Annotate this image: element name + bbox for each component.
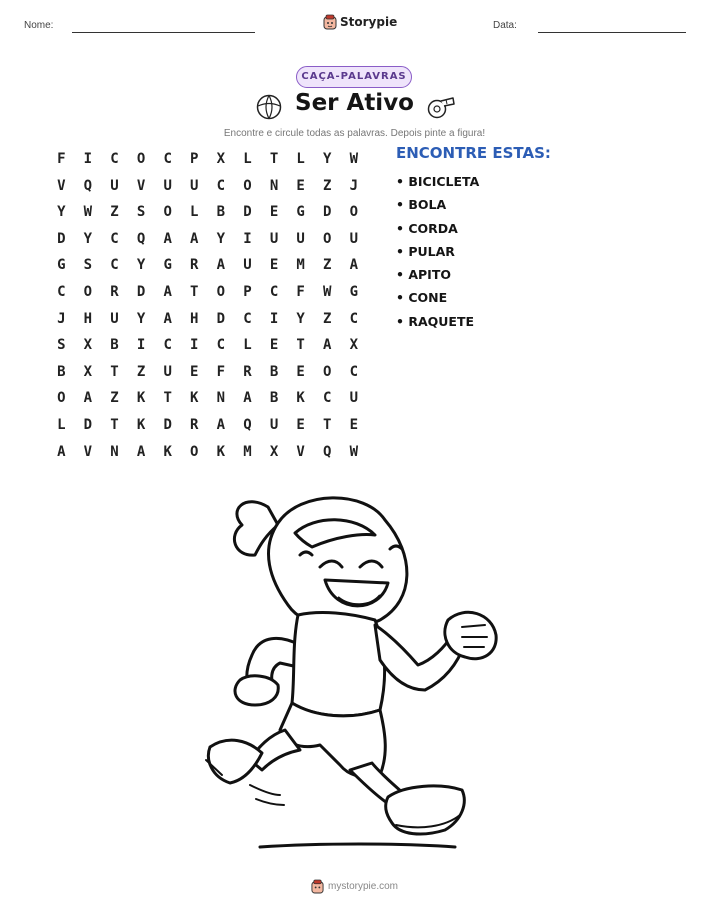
grid-cell[interactable]: X bbox=[269, 443, 279, 460]
grid-cell[interactable]: C bbox=[349, 310, 359, 327]
grid-cell[interactable]: A bbox=[216, 416, 226, 433]
name-line[interactable] bbox=[72, 32, 255, 33]
grid-cell[interactable]: D bbox=[83, 416, 93, 433]
grid-cell[interactable]: A bbox=[163, 310, 172, 327]
grid-row bbox=[48, 226, 367, 253]
grid-cell[interactable]: N bbox=[269, 177, 279, 194]
grid-cell[interactable]: Y bbox=[136, 310, 146, 327]
instructions: Encontre e circule todas as palavras. Depois pinte a figura! bbox=[223, 128, 486, 139]
date-line[interactable] bbox=[538, 32, 686, 33]
grid-cell[interactable]: Q bbox=[136, 230, 146, 247]
grid-cell[interactable]: T bbox=[323, 416, 332, 433]
grid-cell[interactable]: U bbox=[349, 390, 359, 407]
grid-cell[interactable]: E bbox=[296, 416, 305, 433]
grid-cell[interactable]: C bbox=[243, 310, 252, 327]
footer bbox=[0, 879, 709, 894]
grid-cell[interactable]: V bbox=[136, 177, 146, 194]
grid-cell[interactable]: K bbox=[190, 390, 199, 407]
grid-cell[interactable]: W bbox=[323, 283, 332, 300]
grid-cell[interactable]: H bbox=[83, 310, 93, 327]
grid-cell[interactable]: A bbox=[216, 257, 226, 274]
grid-cell[interactable]: A bbox=[323, 337, 332, 354]
grid-row bbox=[48, 199, 367, 226]
grid-cell[interactable]: U bbox=[269, 230, 279, 247]
grid-cell[interactable]: E bbox=[269, 257, 279, 274]
grid-cell[interactable]: C bbox=[163, 151, 172, 167]
page-title: Ser Ativo bbox=[295, 90, 414, 116]
word-item: • CONE bbox=[396, 290, 448, 306]
grid-cell[interactable]: U bbox=[349, 230, 359, 247]
storypie-mascot-icon bbox=[311, 879, 324, 894]
word-item: • APITO bbox=[396, 267, 451, 283]
grid-cell[interactable]: M bbox=[296, 257, 305, 274]
grid-cell[interactable]: I bbox=[136, 337, 146, 354]
grid-cell[interactable]: S bbox=[57, 337, 66, 354]
grid-cell[interactable]: Y bbox=[83, 230, 93, 247]
grid-cell[interactable]: T bbox=[163, 390, 172, 407]
grid-cell[interactable]: A bbox=[163, 283, 172, 300]
grid-cell[interactable]: U bbox=[110, 310, 119, 327]
grid-cell[interactable]: C bbox=[216, 177, 226, 194]
grid-cell[interactable]: U bbox=[110, 177, 119, 194]
grid-cell[interactable]: B bbox=[110, 337, 119, 354]
grid-cell[interactable]: Z bbox=[110, 204, 119, 221]
grid-cell[interactable]: B bbox=[57, 363, 66, 380]
storypie-mascot-icon bbox=[323, 14, 337, 30]
grid-cell[interactable]: A bbox=[243, 390, 252, 407]
grid-cell[interactable]: C bbox=[216, 337, 226, 354]
grid-cell[interactable]: O bbox=[83, 283, 93, 300]
grid-row bbox=[48, 306, 367, 333]
grid-cell[interactable]: C bbox=[110, 230, 119, 247]
grid-cell[interactable]: Z bbox=[323, 177, 332, 194]
grid-cell[interactable]: Q bbox=[323, 443, 332, 460]
grid-row bbox=[48, 279, 367, 306]
grid-cell[interactable]: O bbox=[163, 204, 172, 221]
grid-cell[interactable]: G bbox=[57, 257, 66, 274]
grid-cell[interactable]: U bbox=[243, 257, 252, 274]
grid-cell[interactable]: N bbox=[216, 390, 226, 407]
grid-cell[interactable]: I bbox=[190, 337, 199, 354]
storypie-logo bbox=[323, 14, 397, 30]
grid-row bbox=[48, 332, 367, 359]
grid-cell[interactable]: T bbox=[269, 151, 279, 167]
grid-cell[interactable]: Y bbox=[323, 151, 332, 167]
grid-cell[interactable]: B bbox=[216, 204, 226, 221]
grid-cell[interactable]: A bbox=[57, 443, 66, 460]
grid-row bbox=[48, 385, 367, 412]
grid-cell[interactable]: B bbox=[269, 390, 279, 407]
grid-cell[interactable]: N bbox=[110, 443, 119, 460]
grid-cell[interactable]: X bbox=[83, 363, 93, 380]
grid-cell[interactable]: U bbox=[163, 363, 172, 380]
grid-cell[interactable]: U bbox=[190, 177, 199, 194]
grid-cell[interactable]: K bbox=[136, 390, 146, 407]
grid-cell[interactable]: E bbox=[296, 177, 305, 194]
grid-row bbox=[48, 173, 367, 200]
grid-cell[interactable]: W bbox=[83, 204, 93, 221]
grid-cell[interactable]: A bbox=[349, 257, 359, 274]
grid-cell[interactable]: O bbox=[349, 204, 359, 221]
grid-cell[interactable]: X bbox=[349, 337, 359, 354]
grid-cell[interactable]: Z bbox=[110, 390, 119, 407]
grid-cell[interactable]: K bbox=[216, 443, 226, 460]
grid-cell[interactable]: R bbox=[190, 257, 199, 274]
grid-cell[interactable]: P bbox=[190, 151, 199, 167]
grid-cell[interactable]: D bbox=[216, 310, 226, 327]
grid-cell[interactable]: W bbox=[349, 151, 359, 167]
grid-cell[interactable]: I bbox=[269, 310, 279, 327]
grid-cell[interactable]: E bbox=[269, 337, 279, 354]
grid-cell[interactable]: O bbox=[190, 443, 199, 460]
grid-cell[interactable]: I bbox=[83, 151, 93, 167]
grid-cell[interactable]: A bbox=[163, 230, 172, 247]
grid-cell[interactable]: T bbox=[110, 363, 119, 380]
grid-cell[interactable]: C bbox=[269, 283, 279, 300]
word-item: • CORDA bbox=[396, 220, 458, 236]
word-item: • PULAR bbox=[396, 243, 455, 259]
running-girl-illustration[interactable] bbox=[200, 485, 510, 857]
grid-cell[interactable]: E bbox=[190, 363, 199, 380]
grid-cell[interactable]: F bbox=[296, 283, 305, 300]
grid-cell[interactable]: V bbox=[83, 443, 93, 460]
grid-cell[interactable]: D bbox=[243, 204, 252, 221]
grid-cell[interactable]: Q bbox=[243, 416, 252, 433]
grid-cell[interactable]: X bbox=[83, 337, 93, 354]
grid-row bbox=[48, 439, 367, 466]
word-list bbox=[396, 170, 479, 333]
grid-cell[interactable]: Q bbox=[83, 177, 93, 194]
grid-cell[interactable]: C bbox=[349, 363, 359, 380]
grid-cell[interactable]: R bbox=[243, 363, 252, 380]
grid-cell[interactable]: O bbox=[323, 230, 332, 247]
grid-cell[interactable]: Y bbox=[57, 204, 66, 221]
category-badge: CAÇA-PALAVRAS bbox=[296, 66, 412, 88]
grid-cell[interactable]: S bbox=[136, 204, 146, 221]
word-item: • BOLA bbox=[396, 197, 447, 213]
grid-cell[interactable]: P bbox=[243, 283, 252, 300]
grid-cell[interactable]: T bbox=[190, 283, 199, 300]
grid-cell[interactable]: U bbox=[296, 230, 305, 247]
grid-cell[interactable]: L bbox=[243, 337, 252, 354]
grid-cell[interactable]: V bbox=[296, 443, 305, 460]
grid-cell[interactable]: O bbox=[323, 363, 332, 380]
grid-row bbox=[48, 412, 367, 439]
grid-cell[interactable]: L bbox=[243, 151, 252, 167]
grid-cell[interactable]: H bbox=[190, 310, 199, 327]
grid-row bbox=[48, 359, 367, 386]
grid-cell[interactable]: Z bbox=[323, 257, 332, 274]
grid-cell[interactable]: O bbox=[216, 283, 226, 300]
grid-cell[interactable]: G bbox=[163, 257, 172, 274]
grid-cell[interactable]: Y bbox=[136, 257, 146, 274]
grid-cell[interactable]: O bbox=[57, 390, 66, 407]
grid-cell[interactable]: X bbox=[216, 151, 226, 167]
grid-cell[interactable]: A bbox=[83, 390, 93, 407]
grid-cell[interactable]: D bbox=[57, 230, 66, 247]
grid-cell[interactable]: S bbox=[83, 257, 93, 274]
grid-cell[interactable]: G bbox=[349, 283, 359, 300]
grid-cell[interactable]: E bbox=[296, 363, 305, 380]
grid-cell[interactable]: C bbox=[323, 390, 332, 407]
grid-cell[interactable]: Z bbox=[323, 310, 332, 327]
grid-cell[interactable]: F bbox=[216, 363, 226, 380]
grid-cell[interactable]: L bbox=[57, 416, 66, 433]
grid-cell[interactable]: C bbox=[57, 283, 66, 300]
grid-cell[interactable]: C bbox=[163, 337, 172, 354]
grid-cell[interactable]: L bbox=[296, 151, 305, 167]
grid-cell[interactable]: U bbox=[163, 177, 172, 194]
grid-cell[interactable]: F bbox=[57, 151, 66, 167]
grid-cell[interactable]: G bbox=[296, 204, 305, 221]
grid-cell[interactable]: W bbox=[349, 443, 359, 460]
grid-cell[interactable]: J bbox=[349, 177, 359, 194]
grid-cell[interactable]: Y bbox=[216, 230, 226, 247]
grid-cell[interactable]: O bbox=[243, 177, 252, 194]
grid-cell[interactable]: D bbox=[136, 283, 146, 300]
grid-cell[interactable]: Y bbox=[296, 310, 305, 327]
whistle-icon bbox=[426, 94, 456, 120]
grid-cell[interactable]: R bbox=[110, 283, 119, 300]
grid-cell[interactable]: V bbox=[57, 177, 66, 194]
grid-cell[interactable]: I bbox=[243, 230, 252, 247]
grid-row bbox=[48, 252, 367, 279]
grid-cell[interactable]: C bbox=[110, 151, 119, 167]
grid-cell[interactable]: E bbox=[349, 416, 359, 433]
grid-cell[interactable]: J bbox=[57, 310, 66, 327]
date-label: Data: bbox=[493, 20, 517, 31]
name-label: Nome: bbox=[24, 20, 54, 31]
grid-cell[interactable]: K bbox=[163, 443, 172, 460]
grid-cell[interactable]: O bbox=[136, 151, 146, 167]
grid-cell[interactable]: B bbox=[269, 363, 279, 380]
wordlist-title: ENCONTRE ESTAS: bbox=[396, 144, 551, 162]
grid-cell[interactable]: U bbox=[269, 416, 279, 433]
word-item: • BICICLETA bbox=[396, 174, 480, 189]
grid-cell[interactable]: D bbox=[163, 416, 172, 433]
grid-cell[interactable]: T bbox=[296, 337, 305, 354]
grid-cell[interactable]: Z bbox=[136, 363, 146, 380]
grid-cell[interactable]: D bbox=[323, 204, 332, 221]
grid-cell[interactable]: T bbox=[110, 416, 119, 433]
grid-cell[interactable]: R bbox=[190, 416, 199, 433]
grid-cell[interactable]: C bbox=[110, 257, 119, 274]
grid-cell[interactable]: A bbox=[190, 230, 199, 247]
logo-text: Storypie bbox=[340, 15, 398, 29]
grid-cell[interactable]: M bbox=[243, 443, 252, 460]
word-search-grid[interactable] bbox=[48, 146, 367, 465]
grid-cell[interactable]: K bbox=[296, 390, 305, 407]
footer-url[interactable]: mystorypie.com bbox=[327, 881, 398, 892]
grid-cell[interactable]: A bbox=[136, 443, 146, 460]
word-item: • RAQUETE bbox=[396, 313, 475, 329]
grid-row bbox=[48, 146, 367, 173]
grid-cell[interactable]: L bbox=[190, 204, 199, 221]
grid-cell[interactable]: E bbox=[269, 204, 279, 221]
grid-cell[interactable]: K bbox=[136, 416, 146, 433]
